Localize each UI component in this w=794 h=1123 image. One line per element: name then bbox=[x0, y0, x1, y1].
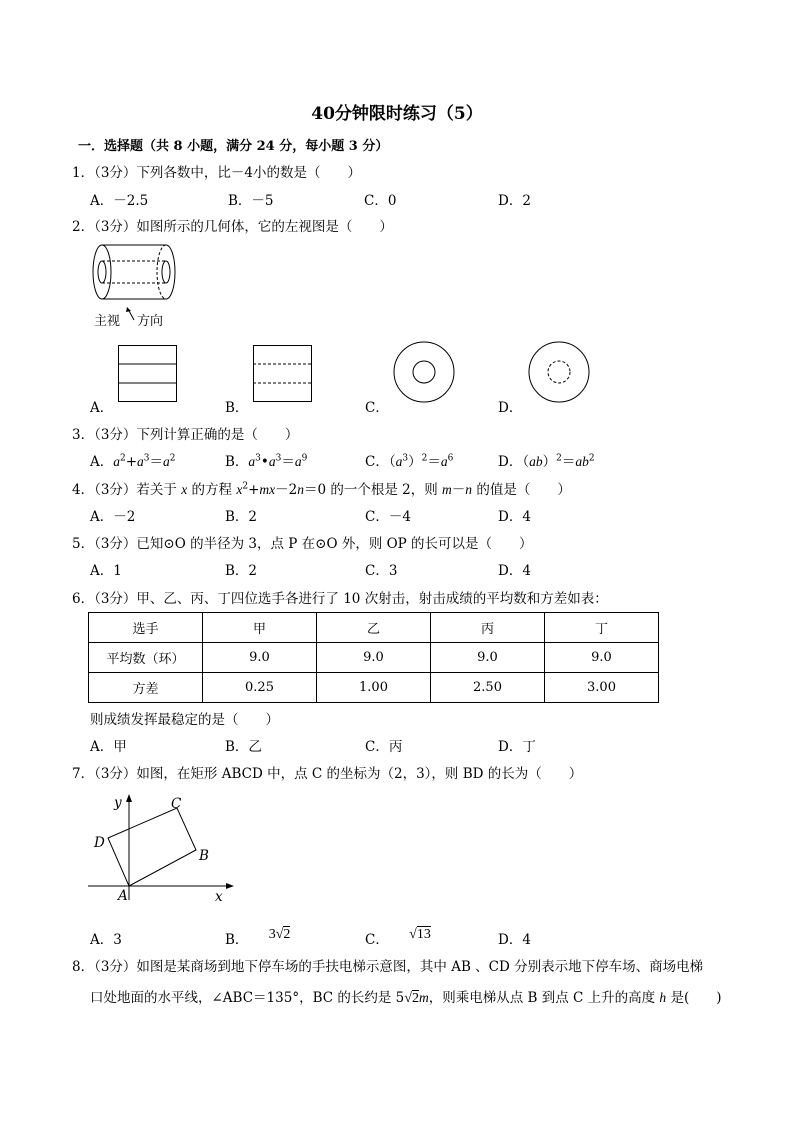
q5-option-b[interactable]: B．2 bbox=[225, 563, 258, 579]
q2-figure-label-2: 方向 bbox=[137, 314, 164, 329]
view-arrow-icon bbox=[125, 307, 137, 321]
table-cell: 9.0 bbox=[317, 643, 431, 673]
table-cell: 1.00 bbox=[317, 673, 431, 703]
q6-followup: 则成绩发挥最稳定的是（ ） bbox=[90, 712, 279, 728]
q2-option-b-figure bbox=[253, 345, 313, 403]
q5-option-d[interactable]: D．4 bbox=[498, 563, 531, 579]
section-heading: 一．选择题（共 8 小题，满分 24 分，每小题 3 分） bbox=[78, 139, 389, 154]
table-row bbox=[89, 643, 659, 673]
q7-label-y: y bbox=[114, 795, 122, 811]
table-header-cell: 甲 bbox=[203, 613, 317, 643]
q7-option-d[interactable]: D．4 bbox=[498, 932, 531, 948]
table-row bbox=[89, 673, 659, 703]
table-header-cell: 选手 bbox=[89, 613, 203, 643]
page-title: 40分钟限时练习（5） bbox=[311, 104, 483, 124]
q4-option-b[interactable]: B．2 bbox=[225, 509, 258, 525]
table-header-row bbox=[89, 613, 659, 643]
q7-label-d: D bbox=[94, 835, 105, 851]
q7-label-b: B bbox=[199, 848, 209, 864]
q6-stem: 6．（3分）甲、乙、丙、丁四位选手各进行了 10 次射击，射击成绩的平均数和方差如表： bbox=[72, 591, 608, 607]
q3-option-c[interactable]: C．$(a^3)^2=a^6$ bbox=[365, 453, 454, 470]
q7-option-b[interactable]: B． 3√2 bbox=[225, 927, 291, 948]
table-header-cell: 丁 bbox=[545, 613, 659, 643]
q6-option-a[interactable]: A．甲 bbox=[90, 739, 127, 755]
q2-option-c-figure bbox=[393, 341, 455, 403]
q7-option-c[interactable]: C． √13 bbox=[365, 927, 431, 948]
q2-figure-label: 主视 bbox=[94, 314, 121, 329]
table-header-cell: 乙 bbox=[317, 613, 431, 643]
q2-option-d-figure bbox=[528, 341, 590, 403]
q7-label-x: x bbox=[215, 889, 223, 905]
table-cell: 3.00 bbox=[545, 673, 659, 703]
table-cell: 方差 bbox=[89, 673, 203, 703]
q4-option-d[interactable]: D．4 bbox=[498, 509, 531, 525]
q4-option-c[interactable]: C．－4 bbox=[365, 509, 411, 525]
q2-option-b[interactable]: B． bbox=[225, 400, 249, 416]
table-cell: 2.50 bbox=[431, 673, 545, 703]
q6-option-d[interactable]: D．丁 bbox=[498, 739, 536, 755]
q4-stem: 4．（3分）若关于 x 的方程 $x^2+mx-2n=0$ 的一个根是 2，则 m－n 的值是（ ） bbox=[72, 481, 571, 498]
table-cell: 平均数（环） bbox=[89, 643, 203, 673]
q7-stem: 7．（3分）如图，在矩形 ABCD 中，点 C 的坐标为（2，3），则 BD 的长为（ ） bbox=[72, 766, 583, 782]
q2-option-c[interactable]: C． bbox=[365, 400, 389, 416]
q6-option-c[interactable]: C．丙 bbox=[365, 739, 403, 755]
q3-stem: 3．（3分）下列计算正确的是（ ） bbox=[72, 427, 299, 443]
q1-option-d[interactable]: D．2 bbox=[498, 193, 531, 209]
q8-stem-line2: 口处地面的水平线，∠ABC＝135°，BC 的长约是 5√2m，则乘电梯从点 B 到点 C 上升的高度 h 是( ) bbox=[90, 990, 722, 1006]
q5-stem: 5．（3分）已知⊙O 的半径为 3，点 P 在⊙O 外，则 OP 的长可以是（ ） bbox=[72, 536, 533, 552]
table-cell: 9.0 bbox=[431, 643, 545, 673]
q3-option-a[interactable]: A．$a^2+a^3=a^2$ bbox=[90, 453, 176, 470]
q2-stem: 2．（3分）如图所示的几何体，它的左视图是（ ） bbox=[72, 219, 393, 235]
q4-option-a[interactable]: A．－2 bbox=[90, 509, 136, 525]
q7-label-a: A bbox=[118, 888, 128, 904]
q2-option-d[interactable]: D． bbox=[498, 400, 523, 416]
q2-option-a-figure bbox=[118, 345, 178, 403]
q5-option-c[interactable]: C．3 bbox=[365, 563, 398, 579]
q5-option-a[interactable]: A．1 bbox=[90, 563, 122, 579]
q6-option-b[interactable]: B．乙 bbox=[225, 739, 262, 755]
table-cell: 9.0 bbox=[203, 643, 317, 673]
table-header-cell: 丙 bbox=[431, 613, 545, 643]
q3-option-b[interactable]: B．$a^3•a^3=a^9$ bbox=[225, 453, 308, 470]
q7-label-c: C bbox=[171, 796, 182, 812]
q1-option-b[interactable]: B．－5 bbox=[228, 193, 274, 209]
q2-option-a[interactable]: A． bbox=[90, 400, 114, 416]
q1-stem: 1．（3分）下列各数中，比－4小的数是（ ） bbox=[72, 165, 362, 181]
table-cell: 9.0 bbox=[545, 643, 659, 673]
q8-stem-line1: 8．（3分）如图是某商场到地下停车场的手扶电梯示意图，其中 AB 、CD 分别表示地下停车场、商场电梯 bbox=[72, 959, 704, 975]
q2-cylinder-figure bbox=[92, 240, 182, 310]
q1-option-c[interactable]: C．0 bbox=[364, 193, 397, 209]
q7-option-a[interactable]: A．3 bbox=[90, 932, 122, 948]
q3-option-d[interactable]: D．$(ab)^2=ab^2$ bbox=[498, 453, 595, 470]
q6-score-table bbox=[88, 612, 659, 703]
q1-option-a[interactable]: A．－2.5 bbox=[90, 193, 149, 209]
table-cell: 0.25 bbox=[203, 673, 317, 703]
